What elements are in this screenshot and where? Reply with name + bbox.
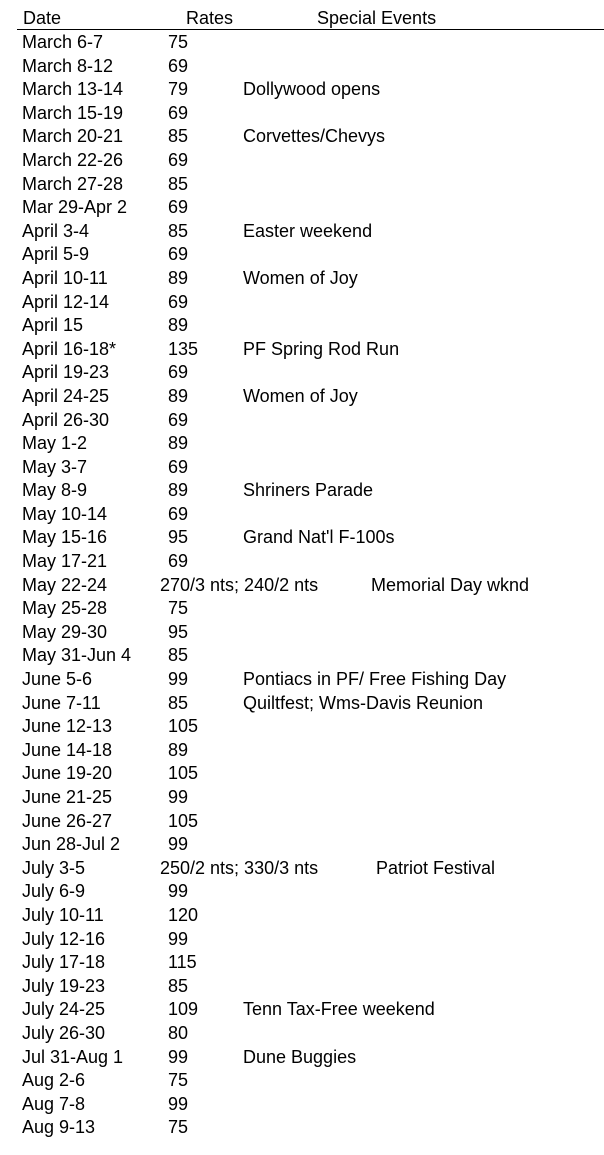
date-cell: May 22-24 bbox=[22, 574, 108, 595]
event-cell: Quiltfest; Wms-Davis Reunion bbox=[243, 692, 484, 713]
date-cell: May 15-16 bbox=[22, 527, 108, 548]
table-row bbox=[0, 880, 604, 904]
date-cell: April 10-11 bbox=[22, 267, 108, 288]
rate-cell: 89 bbox=[168, 480, 189, 501]
table-row bbox=[0, 857, 604, 881]
table-row bbox=[0, 173, 604, 197]
table-row bbox=[0, 291, 604, 315]
date-cell: July 6-9 bbox=[22, 881, 86, 902]
rate-cell: 85 bbox=[168, 975, 189, 996]
table-row bbox=[0, 149, 604, 173]
table-row bbox=[0, 409, 604, 433]
date-cell: June 19-20 bbox=[22, 763, 113, 784]
rate-cell: 270/3 nts; 240/2 nts bbox=[160, 574, 319, 595]
table-row bbox=[0, 125, 604, 149]
table-row bbox=[0, 220, 604, 244]
rate-cell: 75 bbox=[168, 598, 189, 619]
table-row bbox=[0, 715, 604, 739]
date-cell: July 3-5 bbox=[22, 857, 86, 878]
rate-cell: 99 bbox=[168, 1046, 189, 1067]
table-row bbox=[0, 951, 604, 975]
date-cell: May 1-2 bbox=[22, 433, 88, 454]
rate-cell: 120 bbox=[168, 904, 199, 925]
event-cell: PF Spring Rod Run bbox=[243, 338, 400, 359]
date-cell: July 10-11 bbox=[22, 904, 104, 925]
event-cell: Tenn Tax-Free weekend bbox=[243, 999, 435, 1020]
date-cell: May 31-Jun 4 bbox=[22, 645, 132, 666]
table-row bbox=[0, 1093, 604, 1117]
rate-cell: 105 bbox=[168, 810, 199, 831]
rate-cell: 85 bbox=[168, 173, 189, 194]
date-cell: June 26-27 bbox=[22, 810, 113, 831]
table-row bbox=[0, 78, 604, 102]
rates-table-body bbox=[0, 31, 604, 1140]
rate-cell: 99 bbox=[168, 881, 189, 902]
table-row bbox=[0, 644, 604, 668]
table-row bbox=[0, 526, 604, 550]
table-row bbox=[0, 196, 604, 220]
event-cell: Easter weekend bbox=[243, 220, 373, 241]
table-row bbox=[0, 786, 604, 810]
table-row bbox=[0, 243, 604, 267]
date-cell: March 22-26 bbox=[22, 149, 124, 170]
table-row bbox=[0, 550, 604, 574]
date-cell: April 19-23 bbox=[22, 362, 110, 383]
table-row bbox=[0, 621, 604, 645]
date-cell: March 6-7 bbox=[22, 32, 104, 52]
date-cell: April 26-30 bbox=[22, 409, 110, 430]
table-row bbox=[0, 762, 604, 786]
rate-cell: 85 bbox=[168, 220, 189, 241]
table-row bbox=[0, 385, 604, 409]
rate-cell: 99 bbox=[168, 669, 189, 690]
date-cell: April 5-9 bbox=[22, 244, 90, 265]
column-header-rates: Rates bbox=[186, 8, 234, 28]
column-header-special-events: Special Events bbox=[317, 8, 437, 28]
date-cell: June 12-13 bbox=[22, 716, 113, 737]
date-cell: Aug 2-6 bbox=[22, 1070, 86, 1091]
rate-cell: 69 bbox=[168, 291, 189, 312]
table-row bbox=[0, 267, 604, 291]
table-row bbox=[0, 928, 604, 952]
event-cell: Dune Buggies bbox=[243, 1046, 357, 1067]
table-row bbox=[0, 338, 604, 362]
table-header bbox=[0, 0, 604, 30]
rate-cell: 75 bbox=[168, 1117, 189, 1138]
table-row bbox=[0, 1116, 604, 1140]
event-cell: Memorial Day wknd bbox=[371, 574, 530, 595]
rate-cell: 75 bbox=[168, 32, 189, 52]
rate-cell: 99 bbox=[168, 834, 189, 855]
table-row bbox=[0, 456, 604, 480]
rate-cell: 69 bbox=[168, 197, 189, 218]
table-row bbox=[0, 1022, 604, 1046]
table-row bbox=[0, 31, 604, 55]
date-cell: May 8-9 bbox=[22, 480, 88, 501]
date-cell: June 14-18 bbox=[22, 739, 113, 760]
date-cell: March 27-28 bbox=[22, 173, 124, 194]
table-row bbox=[0, 574, 604, 598]
rate-cell: 69 bbox=[168, 362, 189, 383]
event-cell: Shriners Parade bbox=[243, 480, 374, 501]
rate-cell: 69 bbox=[168, 55, 189, 76]
date-cell: May 29-30 bbox=[22, 621, 108, 642]
rate-cell: 69 bbox=[168, 503, 189, 524]
rate-cell: 69 bbox=[168, 149, 189, 170]
rate-cell: 95 bbox=[168, 621, 189, 642]
event-cell: Grand Nat'l F-100s bbox=[243, 527, 395, 548]
rate-cell: 69 bbox=[168, 102, 189, 123]
date-cell: April 3-4 bbox=[22, 220, 90, 241]
column-header-date: Date bbox=[23, 8, 62, 28]
table-row bbox=[0, 975, 604, 999]
rate-cell: 69 bbox=[168, 456, 189, 477]
table-row bbox=[0, 1046, 604, 1070]
date-cell: April 24-25 bbox=[22, 385, 110, 406]
rate-cell: 95 bbox=[168, 527, 189, 548]
rate-cell: 75 bbox=[168, 1070, 189, 1091]
date-cell: April 16-18* bbox=[22, 338, 117, 359]
table-row bbox=[0, 810, 604, 834]
table-row bbox=[0, 314, 604, 338]
rate-cell: 69 bbox=[168, 551, 189, 572]
header-divider bbox=[17, 29, 604, 30]
date-cell: May 25-28 bbox=[22, 598, 108, 619]
date-cell: June 5-6 bbox=[22, 669, 93, 690]
date-cell: May 3-7 bbox=[22, 456, 88, 477]
date-cell: March 20-21 bbox=[22, 126, 124, 147]
date-cell: Mar 29-Apr 2 bbox=[22, 197, 128, 218]
date-cell: Aug 9-13 bbox=[22, 1117, 96, 1138]
table-row bbox=[0, 692, 604, 716]
date-cell: March 8-12 bbox=[22, 55, 114, 76]
date-cell: July 19-23 bbox=[22, 975, 106, 996]
event-cell: Patriot Festival bbox=[376, 857, 496, 878]
rate-cell: 69 bbox=[168, 244, 189, 265]
rate-cell: 89 bbox=[168, 433, 189, 454]
rate-cell: 89 bbox=[168, 315, 189, 336]
rate-cell: 69 bbox=[168, 409, 189, 430]
rate-cell: 85 bbox=[168, 126, 189, 147]
table-row bbox=[0, 668, 604, 692]
date-cell: May 17-21 bbox=[22, 551, 108, 572]
rate-cell: 99 bbox=[168, 787, 189, 807]
rate-cell: 85 bbox=[168, 692, 189, 713]
event-cell: Women of Joy bbox=[243, 267, 358, 288]
date-cell: July 17-18 bbox=[22, 952, 106, 973]
event-cell: Dollywood opens bbox=[243, 79, 381, 100]
table-row bbox=[0, 904, 604, 928]
table-row bbox=[0, 998, 604, 1022]
date-cell: July 26-30 bbox=[22, 1022, 106, 1043]
rate-cell: 250/2 nts; 330/3 nts bbox=[160, 857, 319, 878]
rate-cell: 109 bbox=[168, 999, 199, 1020]
table-row bbox=[0, 833, 604, 857]
rate-cell: 105 bbox=[168, 716, 199, 737]
event-cell: Pontiacs in PF/ Free Fishing Day bbox=[243, 669, 507, 690]
date-cell: April 12-14 bbox=[22, 291, 110, 312]
rate-cell: 135 bbox=[168, 338, 199, 359]
table-row bbox=[0, 479, 604, 503]
date-cell: April 15 bbox=[22, 315, 84, 336]
rate-cell: 85 bbox=[168, 645, 189, 666]
table-row bbox=[0, 55, 604, 79]
table-row bbox=[0, 739, 604, 763]
rate-cell: 115 bbox=[168, 952, 197, 973]
table-row bbox=[0, 432, 604, 456]
rate-cell: 89 bbox=[168, 267, 189, 288]
date-cell: June 7-11 bbox=[22, 692, 101, 713]
date-cell: Jun 28-Jul 2 bbox=[22, 834, 121, 855]
date-cell: Jul 31-Aug 1 bbox=[22, 1046, 124, 1067]
rate-cell: 105 bbox=[168, 763, 199, 784]
rate-cell: 80 bbox=[168, 1022, 189, 1043]
event-cell: Corvettes/Chevys bbox=[243, 126, 386, 147]
rate-cell: 89 bbox=[168, 739, 189, 760]
event-cell: Women of Joy bbox=[243, 385, 358, 406]
date-cell: March 15-19 bbox=[22, 102, 124, 123]
rate-cell: 89 bbox=[168, 385, 189, 406]
table-row bbox=[0, 597, 604, 621]
date-cell: June 21-25 bbox=[22, 787, 113, 807]
table-row bbox=[0, 1069, 604, 1093]
rate-cell: 79 bbox=[168, 79, 189, 100]
table-row bbox=[0, 503, 604, 527]
table-row bbox=[0, 361, 604, 385]
table-row bbox=[0, 102, 604, 126]
rate-cell: 99 bbox=[168, 1093, 189, 1114]
date-cell: July 12-16 bbox=[22, 928, 106, 949]
date-cell: Aug 7-8 bbox=[22, 1093, 86, 1114]
date-cell: July 24-25 bbox=[22, 999, 106, 1020]
date-cell: May 10-14 bbox=[22, 503, 108, 524]
date-cell: March 13-14 bbox=[22, 79, 124, 100]
rate-cell: 99 bbox=[168, 928, 189, 949]
